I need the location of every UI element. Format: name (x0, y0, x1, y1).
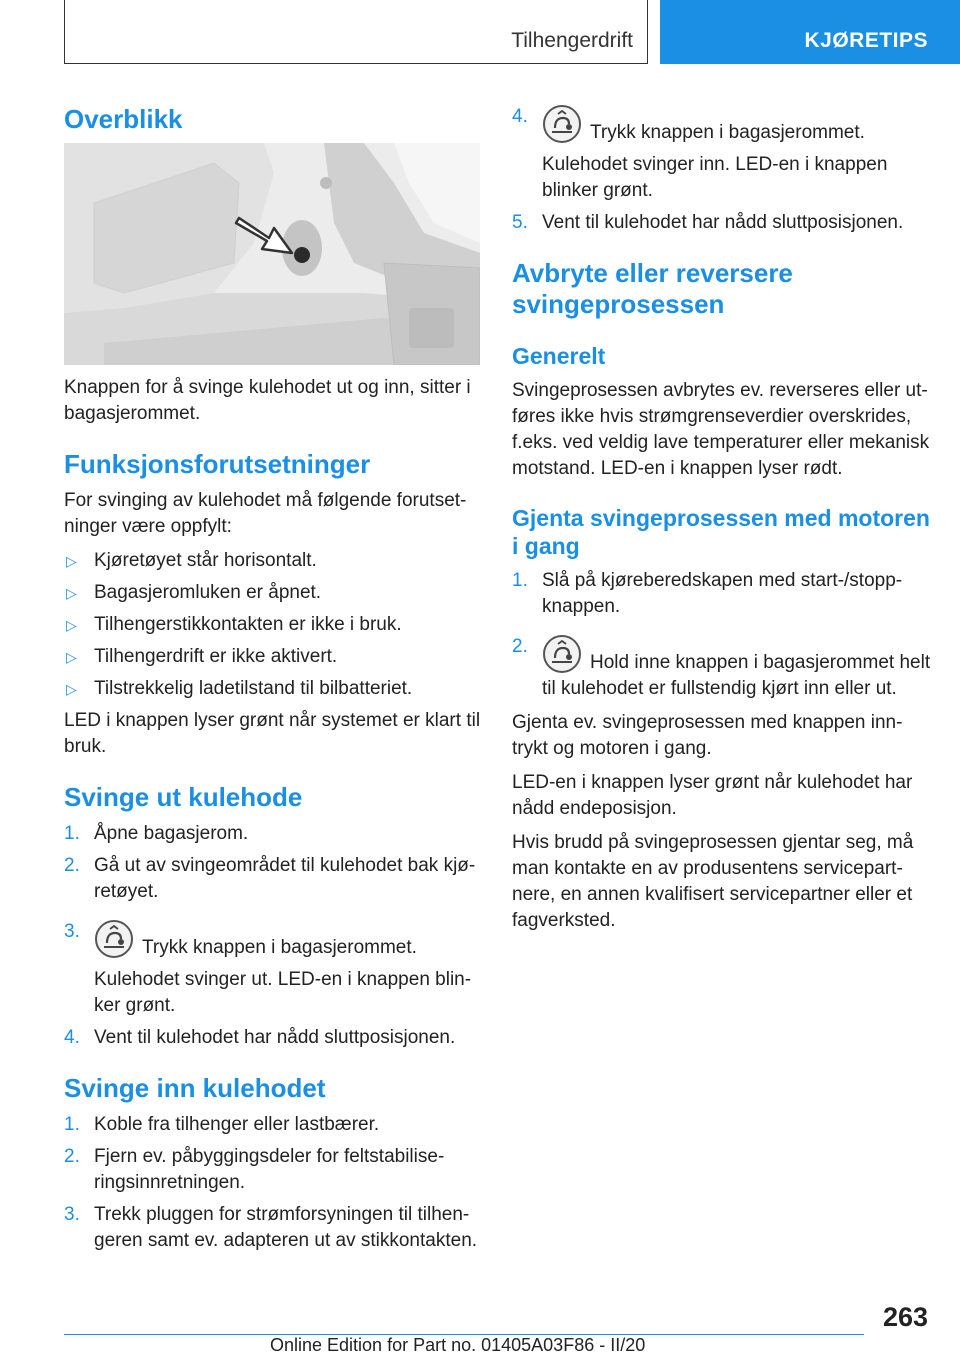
step-item: 1. Åpne bagasjerom. (64, 823, 249, 844)
step-item: 3. Trykk knappen i bagasjerommet. Kulehodet svinger ut. LED-en i knappen blin-ker grønt. (64, 921, 472, 1016)
step-item: 5. Vent til kulehodet har nådd sluttposisjonen. (512, 212, 904, 233)
page-number: 263 (882, 1302, 928, 1332)
left-column (64, 100, 484, 1262)
repeat-paragraph-3: Hvis brudd på svingeprosessen gjentar seg, må man kontakte en av produsentens servicepart-nere, en annen kvalifisert servicepartner eller et fagverksted. (512, 832, 914, 931)
triangle-bullet-icon: ▷ (66, 649, 77, 665)
step-item: 2. Hold inne knappen i bagasjerommet helt til kulehodet er fullstendig kjørt inn eller ut. (512, 636, 931, 699)
swing-in-steps (64, 1112, 484, 1254)
trunk-button-photo (64, 143, 480, 365)
trunk-interior-illustration (64, 143, 480, 365)
prerequisites-list (64, 548, 484, 702)
abort-heading: Avbryte eller reversere svingeprosessen (512, 258, 793, 319)
step-item: 1. Koble fra tilhenger eller lastbærer. (64, 1114, 380, 1135)
header-chapter-tab (660, 0, 960, 64)
triangle-bullet-icon: ▷ (66, 681, 77, 697)
step-item: 1. Slå på kjøreberedskapen med start-/stopp-knappen. (512, 570, 903, 617)
list-item: ▷ Tilhengerstikkontakten er ikke i bruk. (64, 612, 484, 638)
header-section-title: Tilhengerdrift (511, 29, 633, 52)
triangle-bullet-icon: ▷ (66, 617, 77, 633)
prerequisites-note: LED i knappen lyser grønt når systemet er klart til bruk. (64, 710, 481, 757)
right-column (512, 104, 932, 942)
step-item: 3. Trekk pluggen for strømforsyningen til tilhen-geren samt ev. adapteren ut av stikkontakten. (64, 1204, 478, 1251)
step-item: 2. Gå ut av svingeområdet til kulehodet bak kjø-retøyet. (64, 855, 476, 902)
triangle-bullet-icon: ▷ (66, 585, 77, 601)
triangle-bullet-icon: ▷ (66, 553, 77, 569)
edition-text: Online Edition for Part no. 01405A03F86 - II/20 (270, 1335, 646, 1355)
repeat-paragraph-1: Gjenta ev. svingeprosessen med knappen inn-trykt og motoren i gang. (512, 712, 903, 759)
repeat-paragraph-2: LED-en i knappen lyser grønt når kulehodet har nådd endeposisjon. (512, 772, 913, 819)
trailer-hitch-button-icon (94, 919, 134, 959)
trailer-hitch-button-icon (542, 634, 582, 674)
general-text: Svingeprosessen avbrytes ev. reverseres eller ut-føres ikke hvis strømgrenseverdier overskrides, f.eks. ved veldig lave temperaturer eller mekanisk motstand. LED-en i knappen lyser rødt. (512, 380, 930, 479)
general-heading: Generelt (512, 343, 606, 369)
swing-out-heading: Svinge ut kulehode (64, 782, 303, 812)
list-item: ▷ Tilhengerdrift er ikke aktivert. (64, 644, 484, 670)
repeat-heading: Gjenta svingeprosessen med motoren i gang (512, 505, 930, 559)
swing-in-steps-continued (512, 104, 932, 236)
prerequisites-intro: For svinging av kulehodet må følgende forutset-ninger være oppfylt: (64, 490, 467, 537)
overview-heading: Overblikk (64, 104, 183, 134)
image-caption: Knappen for å svinge kulehodet ut og inn, sitter i bagasjerommet. (64, 377, 471, 424)
header-chapter-title: KJØRETIPS (804, 29, 928, 52)
header-section-box (64, 0, 648, 64)
prerequisites-heading: Funksjonsforutsetninger (64, 449, 371, 479)
list-item: ▷ Tilstrekkelig ladetilstand til bilbatteriet. (64, 676, 484, 702)
step-item: 4. Vent til kulehodet har nådd sluttposisjonen. (64, 1027, 456, 1048)
step-item: 4. Trykk knappen i bagasjerommet. Kulehodet svinger inn. LED-en i knappen blinker grønt. (512, 106, 888, 201)
step-item: 2. Fjern ev. påbyggingsdeler for feltstabilise-ringsinnretningen. (64, 1146, 445, 1193)
trailer-hitch-button-icon (542, 104, 582, 144)
repeat-steps (512, 568, 932, 702)
list-item: ▷ Bagasjeromluken er åpnet. (64, 580, 484, 606)
list-item: ▷ Kjøretøyet står horisontalt. (64, 548, 484, 574)
swing-in-heading: Svinge inn kulehodet (64, 1073, 326, 1103)
swing-out-steps (64, 821, 484, 1051)
